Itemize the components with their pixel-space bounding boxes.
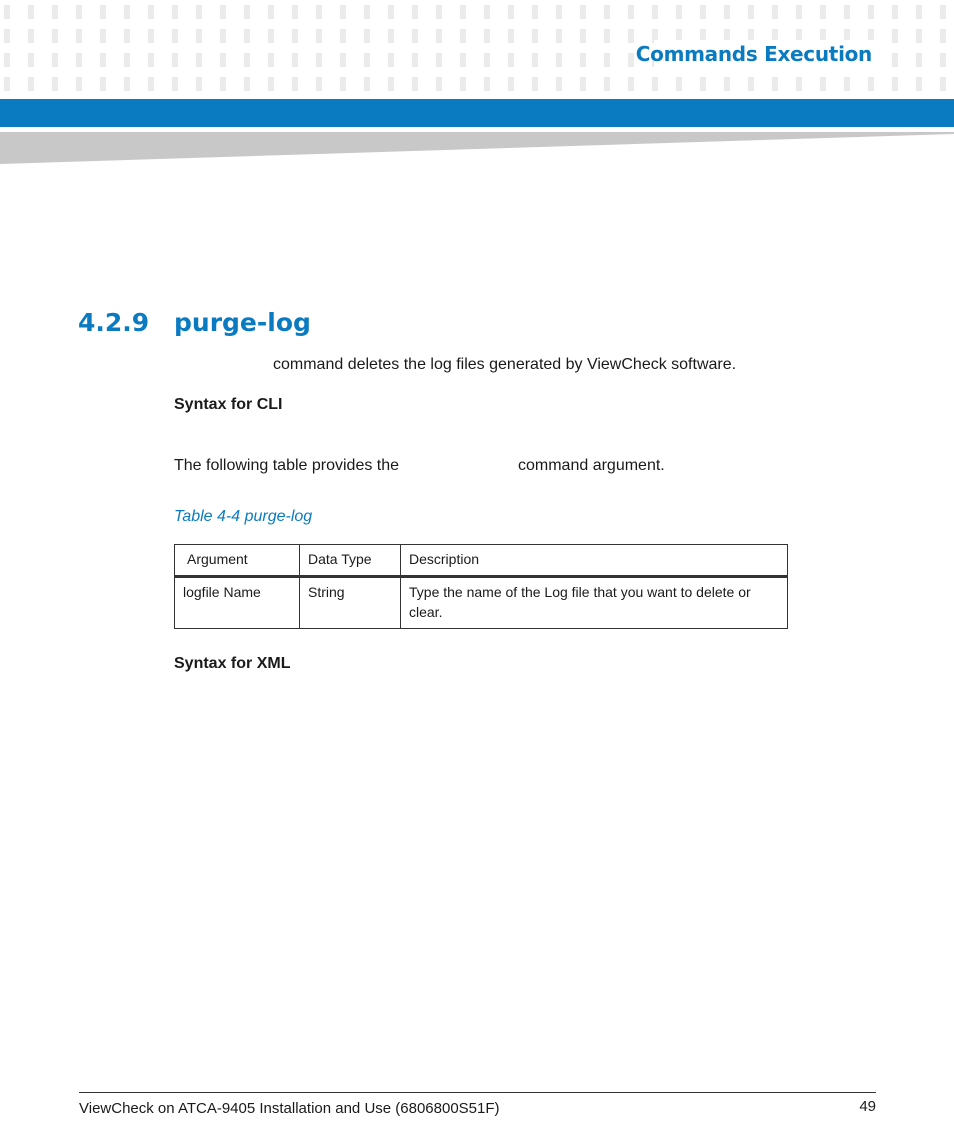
table-row [175,577,788,629]
table-header-cell: Description [401,545,788,577]
table-header-cell: Argument [175,545,300,577]
footer-document-title: ViewCheck on ATCA-9405 Installation and Use (6806800S51F) [79,1100,500,1117]
table-cell: logfile Name [175,577,300,629]
syntax-xml-heading: Syntax for XML [174,655,291,672]
section-number: 4.2.9 [78,308,150,337]
header-title: Commands Execution [635,42,872,66]
footer-rule [79,1092,876,1093]
following-text-prefix: The following table provides the [174,457,400,474]
table-caption: Table 4-4 purge-log [174,508,313,525]
intro-paragraph: command deletes the log files generated by ViewCheck software. [273,356,737,373]
section-heading [78,308,311,337]
argument-table [174,544,788,629]
syntax-cli-heading: Syntax for CLI [174,396,283,413]
header-gray-wedge [0,132,954,164]
table-header-row [175,545,788,577]
footer-page-number: 49 [859,1098,876,1115]
following-text-suffix: command argument. [518,457,665,474]
header-blue-bar [0,99,954,127]
table-cell: Type the name of the Log file that you want to delete or clear. [401,577,788,629]
table-header-cell: Data Type [300,545,401,577]
table-cell: String [300,577,401,629]
section-title: purge-log [174,308,311,337]
